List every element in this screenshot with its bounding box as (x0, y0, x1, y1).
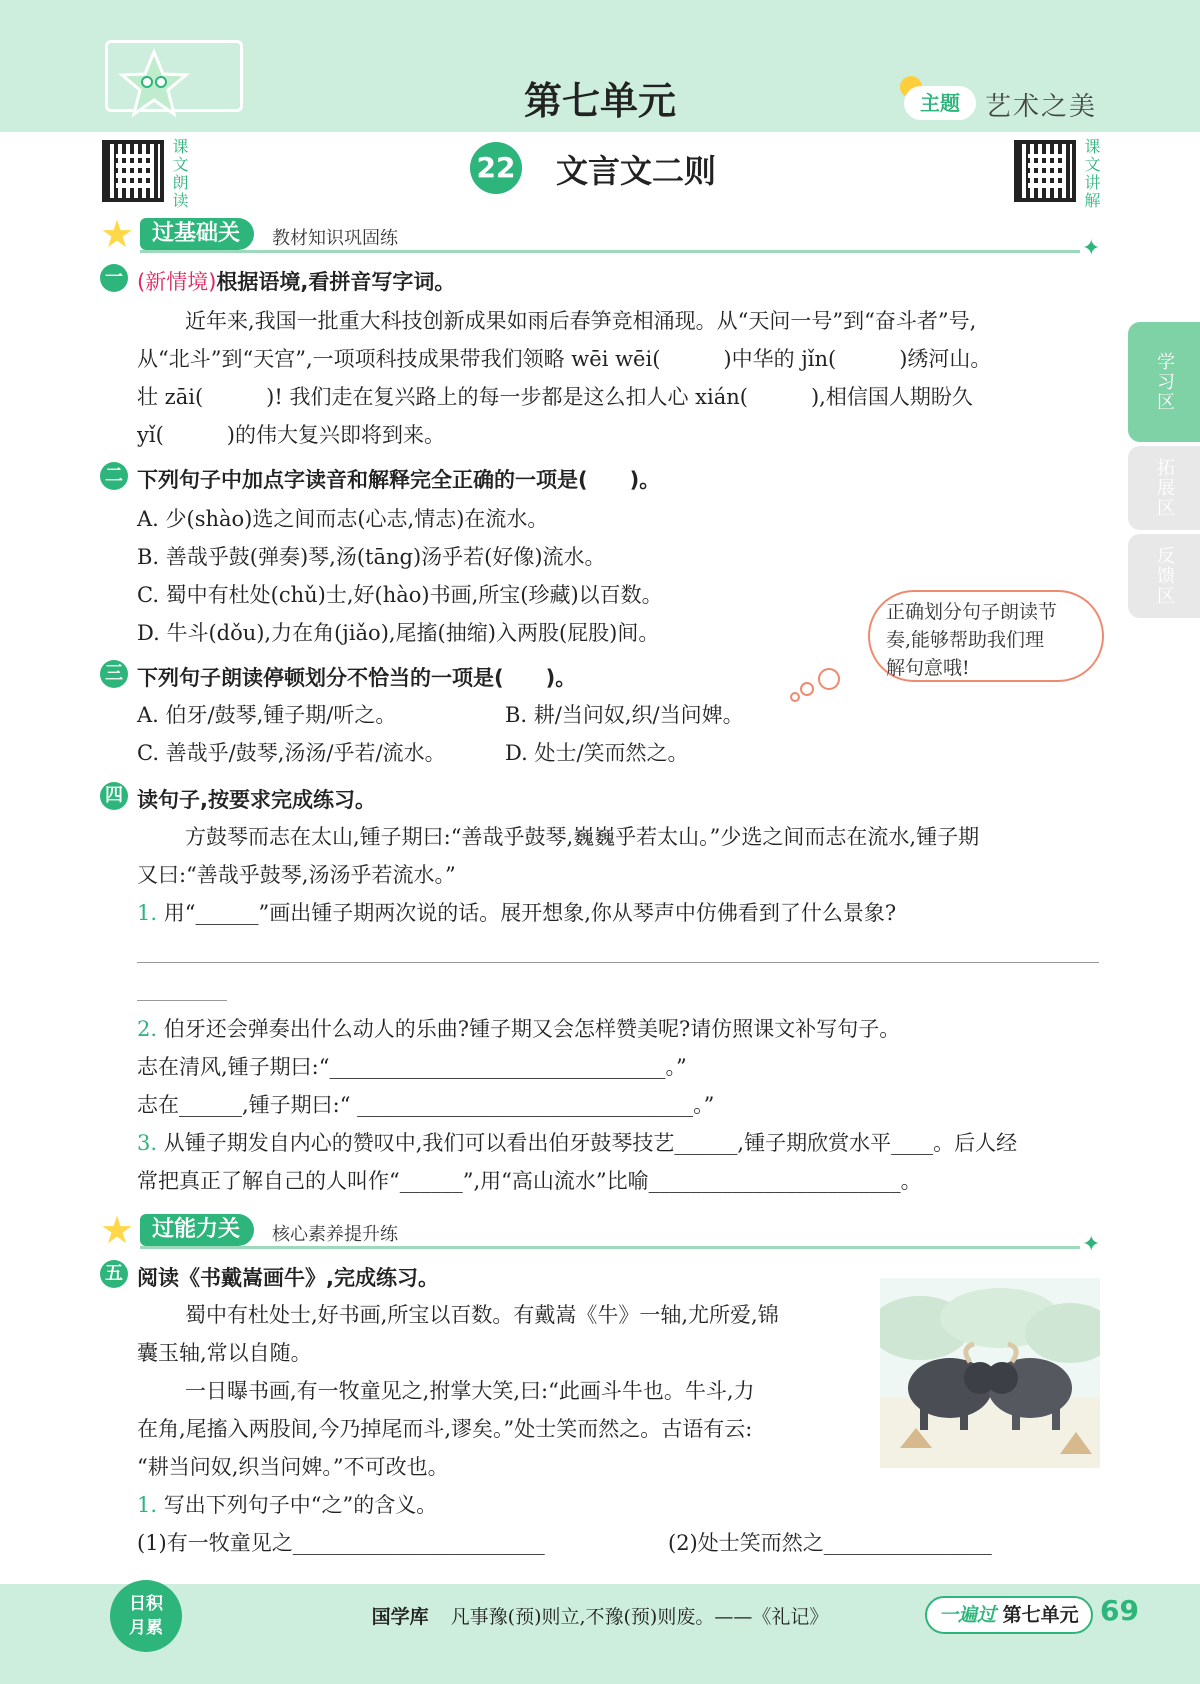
section-banner-ability (100, 1210, 1100, 1250)
lesson-title: 文言文二则 (556, 152, 717, 190)
sub-number: 3. (137, 1131, 158, 1155)
sub-text: 伯牙还会弹奏出什么动人的乐曲?锺子期又会怎样赞美呢?请仿照课文补写句子。 (163, 1017, 901, 1041)
qr-label-explanation: 课文讲解 (1082, 138, 1101, 210)
footer-brand (925, 1596, 1093, 1634)
question-number: 四 (100, 782, 128, 810)
tab-extension-zone[interactable]: 拓展区 (1128, 446, 1200, 530)
bubble-dot (790, 692, 800, 702)
question-number: 三 (100, 660, 128, 688)
fill-line[interactable]: 志在清风,锺子期曰:“________________________________。” (137, 1055, 687, 1079)
question-prompt (137, 266, 455, 296)
page-number: 69 (1100, 1594, 1139, 1627)
passage-line: 在角,尾搐入两股间,今乃掉尾而斗,谬矣。”处士笑而然之。古语有云: (137, 1417, 753, 1441)
question-prompt: 读句子,按要求完成练习。 (137, 788, 376, 812)
star-icon: ★ (100, 1208, 135, 1252)
tip-line: 奏,能够帮助我们理 (886, 629, 1045, 651)
fill-line[interactable]: 志在______,锺子期曰:“ ________________________________。” (137, 1093, 715, 1117)
passage-line: 囊玉轴,常以自随。 (137, 1341, 312, 1365)
question-number: 一 (100, 264, 128, 292)
sub-question-1 (137, 1486, 437, 1524)
brand-unit: 第七单元 (1002, 1604, 1079, 1626)
option-a: A. 伯牙/鼓琴,锺子期/听之。 (137, 703, 397, 727)
option-c: C. 善哉乎/鼓琴,汤汤/乎若/流水。 (137, 741, 446, 765)
badge-text: 日积月累 (129, 1594, 163, 1638)
sub-number: 2. (137, 1017, 158, 1041)
sub-question-3-cont: 常把真正了解自己的人叫作“______”,用“高山流水”比喻________________________。 (137, 1169, 922, 1193)
answer-line[interactable] (137, 1000, 227, 1001)
tip-bubble (868, 590, 1104, 682)
divider (140, 250, 1080, 253)
sub-question-3 (137, 1124, 1017, 1162)
section-banner-basic (100, 214, 1100, 254)
section-subtitle: 教材知识巩固练 (272, 228, 398, 249)
star-icon: ★ (100, 212, 135, 256)
fill-item-2[interactable]: (2)处士笑而然之________________ (668, 1531, 992, 1555)
sub-text: 写出下列句子中“之”的含义。 (163, 1493, 438, 1517)
tip-line: 正确划分句子朗读节 (886, 601, 1058, 623)
sub-text: 从锺子期发自内心的赞叹中,我们可以看出伯牙鼓琴技艺______,锺子期欣赏水平____。后人经 (163, 1131, 1018, 1155)
question-prompt: 下列句子朗读停顿划分不恰当的一项是( )。 (137, 666, 577, 690)
theme-text: 艺术之美 (985, 92, 1098, 122)
tab-feedback-zone[interactable]: 反馈区 (1128, 534, 1200, 618)
section-label: 过基础关 (140, 218, 254, 250)
brand-name: 一遍过 (939, 1604, 997, 1626)
tip-line: 解句意哦! (886, 657, 970, 679)
qr-code-explanation[interactable] (1014, 140, 1076, 202)
option-d: D. 处士/笑而然之。 (505, 741, 689, 765)
sub-number: 1. (137, 901, 158, 925)
question-number: 五 (100, 1260, 128, 1288)
star-icon: ✦ (1082, 1232, 1101, 1257)
question-text: 根据语境,看拼音写字词。 (216, 270, 456, 294)
passage-line: 又曰:“善哉乎鼓琴,汤汤乎若流水。” (137, 863, 456, 887)
option-b: B. 善哉乎鼓(弹奏)琴,汤(tāng)汤乎若(好像)流水。 (137, 545, 606, 569)
quote-label: 国学库 (371, 1606, 429, 1628)
sub-number: 1. (137, 1493, 158, 1517)
quote-text: 凡事豫(预)则立,不豫(预)则废。——《礼记》 (450, 1606, 829, 1628)
question-tag: (新情境) (137, 270, 217, 294)
tab-study-zone[interactable]: 学习区 (1128, 322, 1200, 442)
qr-code-reading[interactable] (102, 140, 164, 202)
answer-line[interactable] (137, 962, 1099, 963)
qr-label-reading: 课文朗读 (170, 138, 189, 210)
option-c: C. 蜀中有杜处(chǔ)士,好(hào)书画,所宝(珍藏)以百数。 (137, 583, 663, 607)
passage-line: 一日曝书画,有一牧童见之,拊掌大笑,曰:“此画斗牛也。牛斗,力 (185, 1379, 755, 1403)
bubble-dot (818, 668, 840, 690)
passage-line: “耕当问奴,织当问婢。”不可改也。 (137, 1455, 449, 1479)
passage-line: yǐ( )的伟大复兴即将到来。 (137, 423, 445, 447)
theme-badge: 主题 (904, 86, 976, 120)
passage-line: 蜀中有杜处士,好书画,所宝以百数。有戴嵩《牛》一轴,尤所爱,锦 (185, 1303, 779, 1327)
passage-line: 从“北斗”到“天宫”,一项项科技成果带我们领略 wēi wēi( )中华的 jǐn( )绣河山。 (137, 347, 992, 371)
bubble-dot (800, 682, 814, 696)
passage-line: 近年来,我国一批重大科技创新成果如雨后春笋竞相涌现。从“天问一号”到“奋斗者”号, (185, 309, 977, 333)
lesson-number-badge: 22 (470, 142, 522, 194)
sub-question-1 (137, 894, 896, 932)
star-icon: ✦ (1082, 236, 1101, 261)
passage-line: 壮 zāi( )! 我们走在复兴路上的每一步都是这么扣人心 xián( ),相信国人期盼久 (137, 385, 973, 409)
bulls-illustration (880, 1278, 1100, 1468)
divider (140, 1246, 1080, 1249)
section-subtitle: 核心素养提升练 (272, 1224, 398, 1245)
section-label: 过能力关 (140, 1214, 254, 1246)
sub-text: 用“______”画出锺子期两次说的话。展开想象,你从琴声中仿佛看到了什么景象? (163, 901, 897, 925)
sub-question-2 (137, 1010, 900, 1048)
option-d: D. 牛斗(dǒu),力在角(jiǎo),尾搐(抽缩)入两股(屁股)间。 (137, 621, 660, 645)
fill-item-1[interactable]: (1)有一牧童见之________________________ (137, 1531, 545, 1555)
option-b: B. 耕/当问奴,织/当问婢。 (505, 703, 744, 727)
question-number: 二 (100, 462, 128, 490)
passage-line: 方鼓琴而志在太山,锺子期曰:“善哉乎鼓琴,巍巍乎若太山。”少选之间而志在流水,锺子期 (185, 825, 980, 849)
question-prompt: 阅读《书戴嵩画牛》,完成练习。 (137, 1266, 439, 1290)
option-a: A. 少(shào)选之间而志(心志,情志)在流水。 (137, 507, 549, 531)
unit-title: 第七单元 (523, 79, 676, 123)
question-prompt: 下列句子中加点字读音和解释完全正确的一项是( )。 (137, 468, 661, 492)
